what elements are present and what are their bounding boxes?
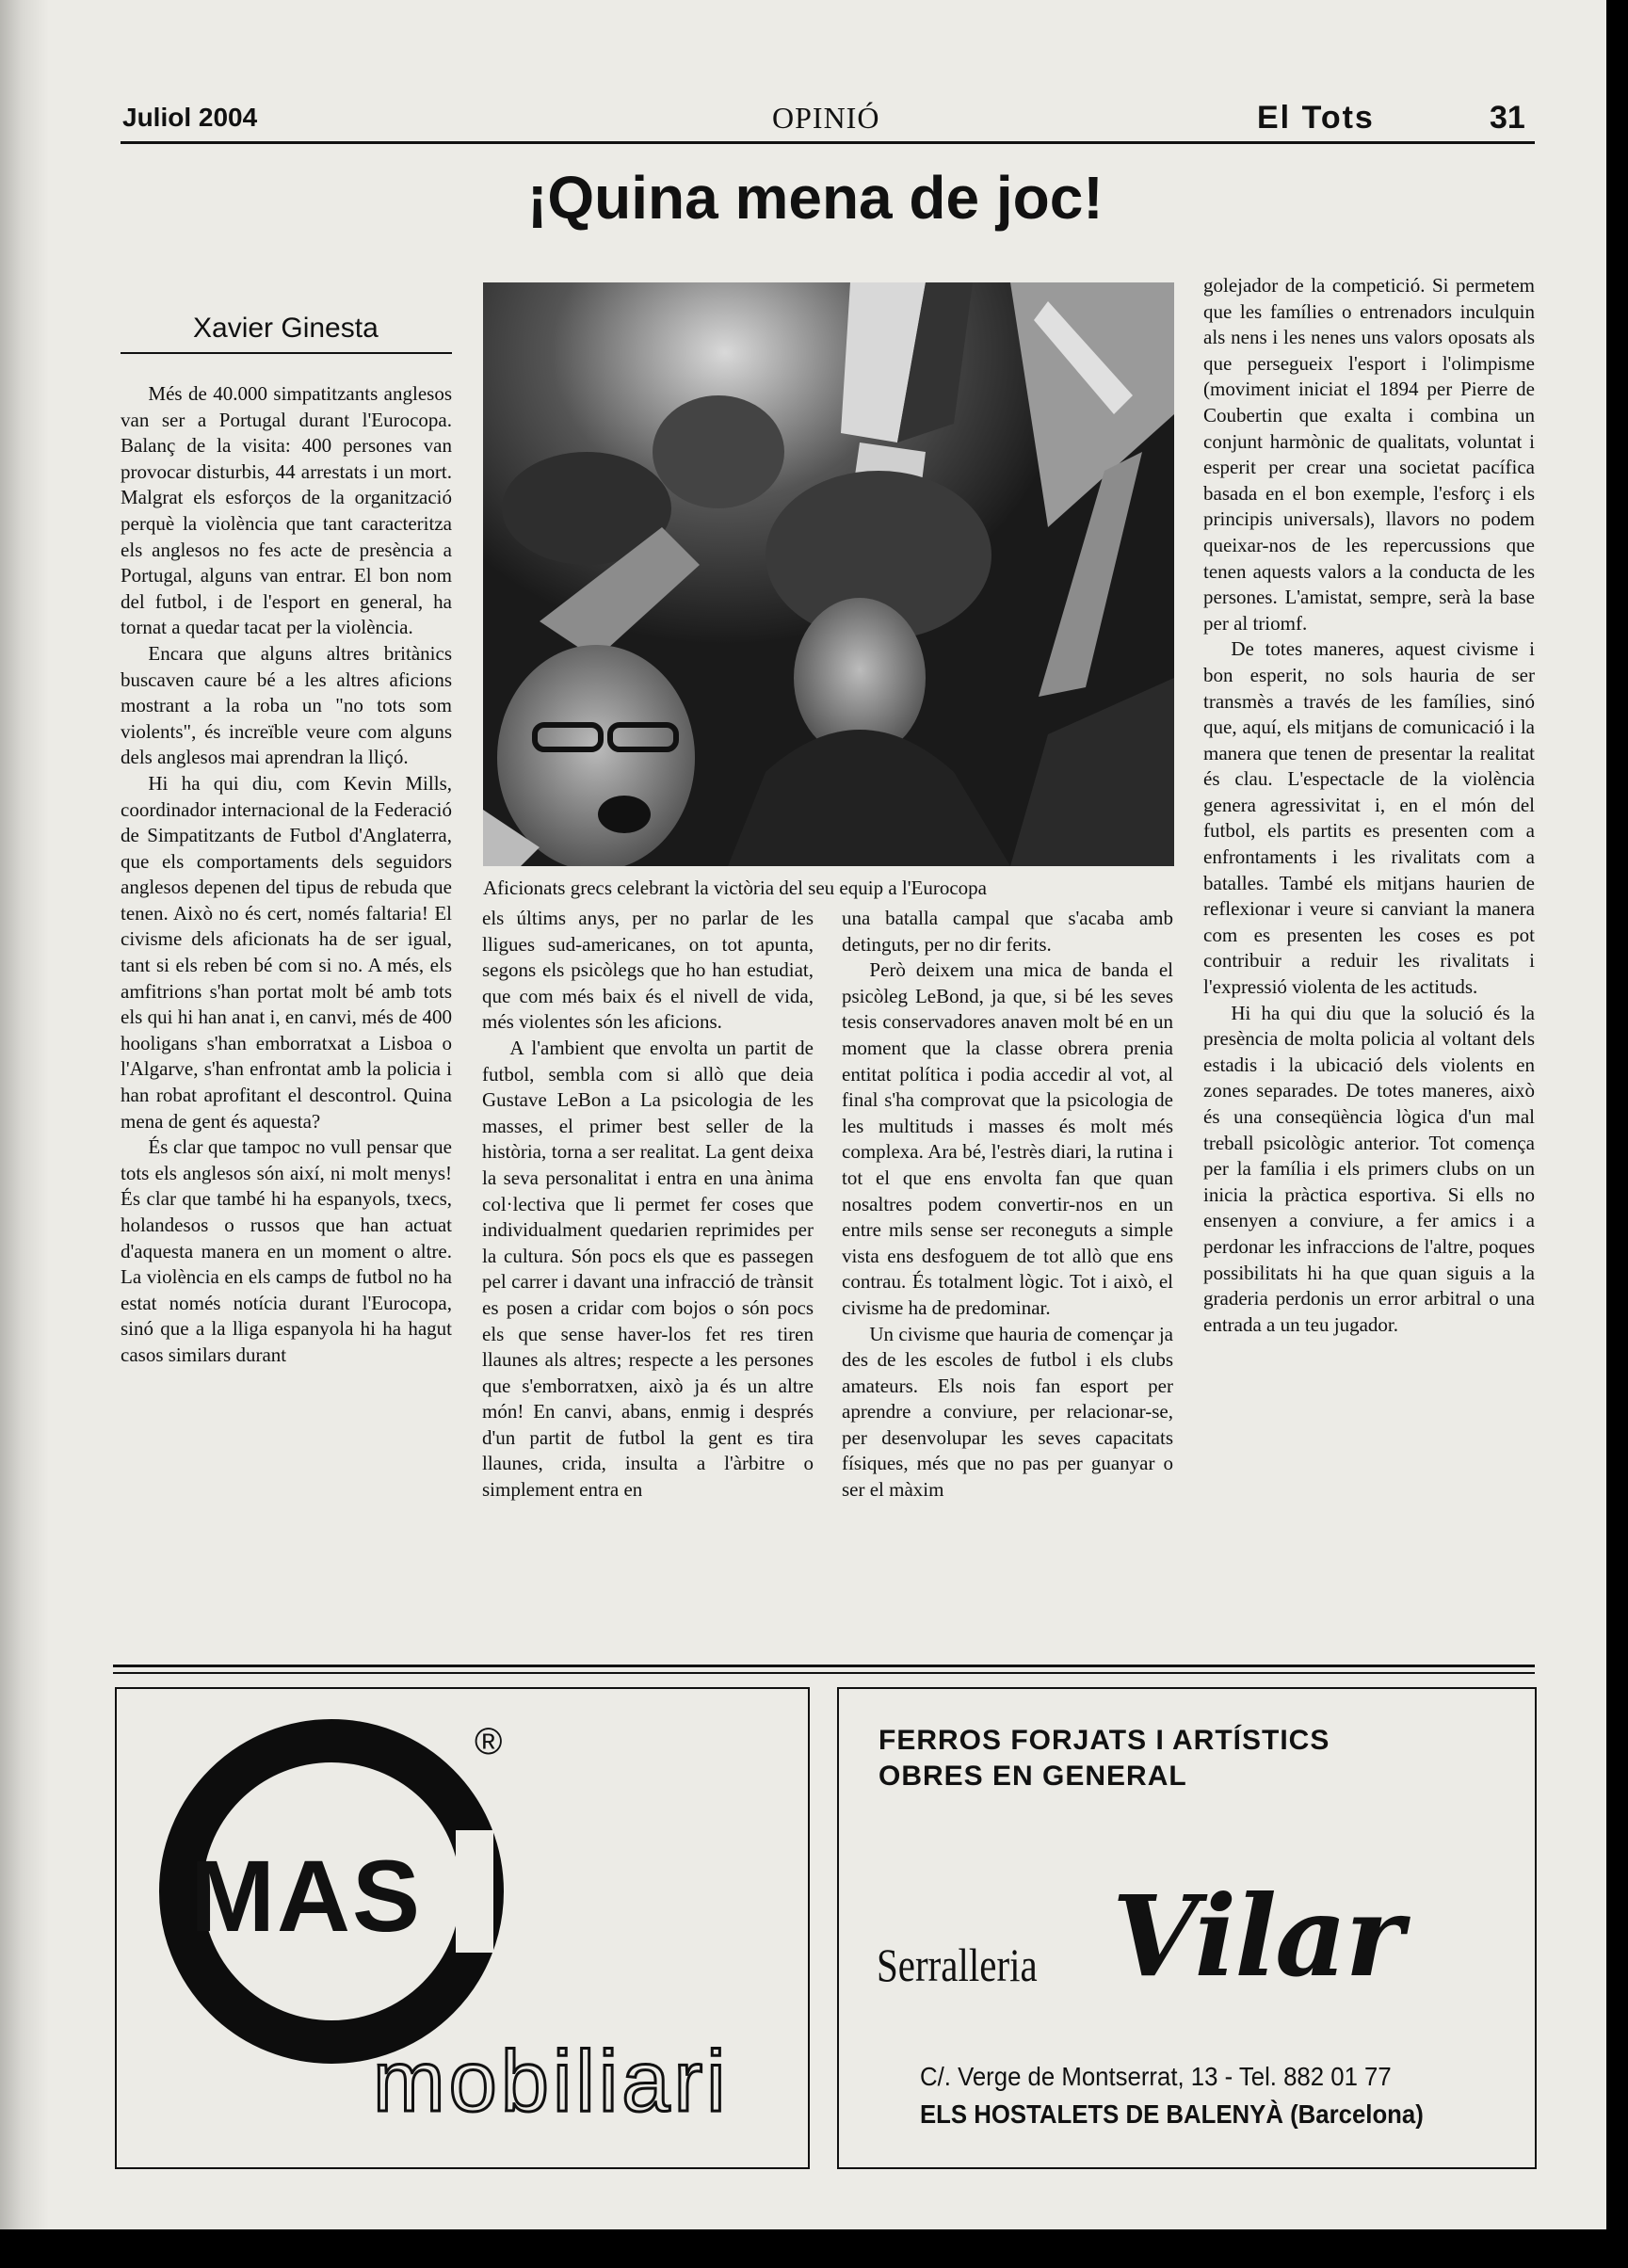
paragraph: És clar que tampoc no vull pensar que tots els anglesos són així, ni molt menys! És clar que també hi ha espanyols, txecs, holandesos o russos que han actuat d'aquesta manera en un moment o altre. La violència en els camps de futbol no ha estat només notícia durant l'Eurocopa, sinó que a la lliga espanyola hi ha hagut casos similars durant [121,1135,452,1366]
paragraph: els últims anys, per no parlar de les lligues sud-americanes, on tot apunta, segons els psicòlegs que ho han estudiat, que com més baix és el nivell de vida, més violentes són les aficions. [482,907,814,1034]
article-column-3 [842,906,1173,1652]
article-title: ¡Quina mena de joc! [527,164,1104,232]
paragraph: Encara que alguns altres britànics buscaven caure bé a les altres aficions mostrant a la roba un "no tots som violents", és increïble veure com alguns dels anglesos mai aprendran la lliçó. [121,641,452,769]
paragraph: A l'ambient que envolta un partit de futbol, sembla com si allò que deia Gustave LeBon a La psicologia de les masses, el primer best seller de la història, torna a ser realitat. La gent deixa la seva personalitat i entra en una ànima col·lectiva que li permet fer coses que individualment quedarien reprimides per la cultura. Són pocs els que es passegen pel carrer i davant una infracció de trànsit es posen a cridar com bojos o són pocs els que sense haver-los fet res tiren llaunes als altres; respecte a les persones que s'emborratxen, això ja és un altre món! En canvi, abans, enmig i després d'un partit de futbol la gent es tira llaunes, crida, insulta a l'àrbitre o simplement entra en [482,1036,814,1502]
paragraph: una batalla campal que s'acaba amb detinguts, per no dir ferits. [842,907,1173,956]
page-number: 31 [1490,100,1525,136]
paragraph: Hi ha qui diu, com Kevin Mills, coordinador internacional de la Federació de Simpatitzants de Futbol d'Anglaterra, que els comportaments dels seguidors anglesos depenen del tipus de rebuda que tenen. Això no és cert, només faltaria! El civisme dels aficionats ha de ser igual, tant si els reben bé com si no. A més, els amfitrions s'han portat molt bé amb tots els qui hi han anat i, en canvi, més de 400 hooligans s'han emborratxat a Lisboa o l'Algarve, s'han enfrontat amb la policia i han robat aprofitant el descontrol. Quina mena de gent és aquesta? [121,771,452,1133]
paragraph: Hi ha qui diu que la solució és la presència de molta policia al voltant dels estadis i la ubicació dels violents en zones separades. De totes maneres, això és una conseqüència lògica d'un mal treball psicològic anterior. Tot comença per la família i els primers clubs on un inicia la pràctica esportiva. Si ells no ensenyen a conviure, a fer amics i a perdonar les infraccions de l'altre, poques possibilitats hi ha que quan siguis a la graderia perdonis un error arbitral o una entrada a un teu jugador. [1203,1001,1535,1336]
magazine-name: El Tots [1257,100,1375,136]
page-gutter [0,0,49,2229]
paragraph: Un civisme que hauria de començar ja des de les escoles de futbol i els clubs amateurs. Els nois fan esport per aprendre a conviure, per relacionar-se, per desenvolupar les seves capacitats físiques, més que no pas per guanyar o ser el màxim [842,1322,1173,1502]
paragraph: Més de 40.000 simpatitzants anglesos van ser a Portugal durant l'Eurocopa. Balanç de la visita: 400 persones van provocar disturbis, 44 arrestats i un mort. Malgrat els esforços de la organització perquè la violència que tant caracteritza els anglesos no fes acte de presència a Portugal, alguns van entrar. El bon nom del futbol, i de l'esport en general, ha tornat a quedar tacat per la violència. [121,382,452,639]
registered-mark: ® [475,1721,503,1762]
vilar-line-1: FERROS FORJATS I ARTÍSTICS [878,1725,1330,1756]
photo-caption: Aficionats grecs celebrant la victòria del seu equip a l'Eurocopa [483,877,987,899]
article-column-4 [1203,273,1535,1652]
ads-divider-rule [113,1665,1535,1667]
mas-logo-text: MAS [190,1839,422,1953]
issue-date: Juliol 2004 [122,103,258,132]
fans-celebrating-photo [483,282,1174,866]
vilar-town: ELS HOSTALETS DE BALENYÀ (Barcelona) [920,2099,1424,2129]
scan-border-bottom [0,2229,1628,2268]
ads-divider-rule [113,1672,1535,1674]
vilar-serralleria-ad [837,1687,1537,2169]
author-rule [121,352,452,354]
article-photo [483,282,1174,866]
article-author: Xavier Ginesta [193,313,379,344]
mas-mobiliari-ad [115,1687,810,2169]
article-column-1 [121,381,452,1652]
paragraph: golejador de la competició. Si permetem que les famílies o entrenadors inculquin als nens i les nenes uns valors oposats als que persegueix l'esport i l'olimpisme (moviment iniciat el 1894 per Pierre de Coubertin que exalta i combina un conjunt harmònic de qualitats, voluntat i esperit per crear una societat pacífica basada en el bon exemple, l'esforç i els principis universals), llavors no podem queixar-nos de les repercussions que tenen aquests valors a la conducta de les persones. L'amistat, sempre, serà la base per al triomf. [1203,274,1535,635]
section-name: OPINIÓ [772,101,880,135]
vilar-address: C/. Verge de Montserrat, 13 - Tel. 882 01 77 [920,2062,1392,2091]
scan-border-right [1606,0,1628,2268]
vilar-line-2: OBRES EN GENERAL [878,1761,1187,1792]
vilar-serralleria: Serralleria [877,1938,1038,1991]
article-column-2 [482,906,814,1652]
paragraph: Però deixem una mica de banda el psicòleg LeBond, ja que, si bé les seves tesis conservadores anaven molt bé en un moment que la classe obrera prenia entitat política i podia accedir al vot, al final s'ha comprovat que la psicologia de les multituds i masses és molt més complexa. Ara bé, l'estrès diari, la rutina i tot el que ens envolta fan que quan nosaltres podem convertir-nos en un entre mils sense ser reconeguts a simple vista ens desfoguem de tot allò que ens contrau. És totalment lògic. Tot i això, el civisme ha de predominar. [842,958,1173,1319]
header-rule [121,141,1535,144]
vilar-brand-logo: Vilar [1112,1871,1402,2002]
paragraph: De totes maneres, aquest civisme i bon esperit, no sols hauria de ser transmès a través de les famílies, sinó que, aquí, els mitjans de comunicació i la manera que tenen de presentar la realitat és clau. L'espectacle de la violència genera agressivitat i, en el món del futbol, els partits es presenten com a enfrontaments i les rivalitats com a batalles. També els mitjans haurien de reflexionar i veure si canviant la manera com es presenten les coses es pot contribuir a reduir les rivalitats i l'expressió violenta de les actituds. [1203,637,1535,999]
mas-tagline: mobiliari [373,2034,730,2130]
